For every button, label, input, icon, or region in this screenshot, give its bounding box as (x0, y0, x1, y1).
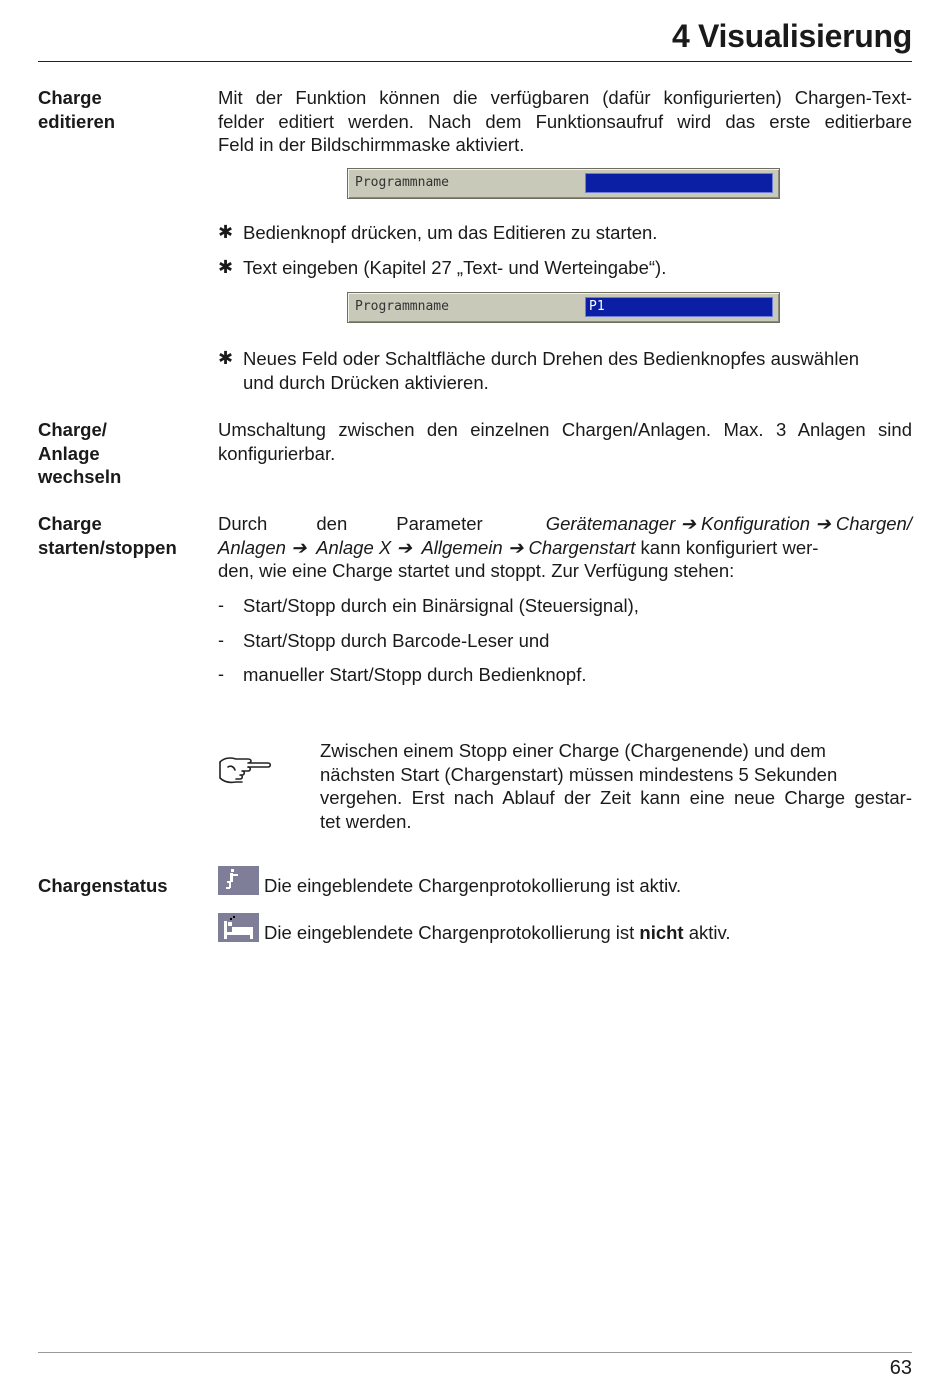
word: Parameter (396, 513, 483, 534)
bullet-star-icon: ✱ (218, 257, 234, 277)
screen-field-input: P1 (585, 297, 773, 317)
word: den (316, 513, 348, 534)
dash-text: Start/Stopp durch ein Binärsignal (Steuersignal), (243, 595, 639, 616)
paragraph-line: konfigurierbar. (218, 442, 336, 464)
edit-intro-paragraph (218, 86, 912, 157)
paragraph-line: den, wie eine Charge startet und stoppt. Zur Verfügung stehen: (218, 560, 735, 581)
dash-text: Start/Stopp durch Barcode-Leser und (243, 630, 550, 651)
paragraph-line (218, 512, 912, 536)
parameter-path: Anlagen ➔ Anlage X ➔ Allgemein ➔ Chargenstart (218, 536, 636, 558)
bullet-item (218, 347, 912, 394)
status-text: aktiv. (683, 922, 731, 943)
page-title: 4 Visualisierung (671, 18, 912, 54)
footer-rule (38, 1352, 912, 1353)
label-line: wechseln (38, 466, 122, 487)
label-line: Anlage (38, 442, 100, 464)
section-label-starten-stoppen (38, 512, 208, 559)
batch-inactive-icon (218, 913, 259, 942)
word: Durch (218, 513, 268, 534)
paragraph-line: felder editiert werden. Nach dem Funktionsaufruf wird das erste editierbare (218, 110, 912, 132)
paragraph-line (218, 536, 912, 560)
status-emphasis: nicht (639, 922, 684, 943)
dash-mark: - (218, 630, 224, 650)
paragraph-line: Umschaltung zwischen den einzelnen Chargen/Anlagen. Max. 3 Anlagen sind (218, 419, 912, 440)
note-line: vergehen. Erst nach Ablauf der Zeit kann eine neue Charge gestar- (320, 787, 912, 808)
label-line: editieren (38, 110, 116, 132)
bullet-line: und durch Drücken aktivieren. (243, 371, 489, 393)
screen-field-label: Programmname (355, 299, 449, 314)
bullet-star-icon: ✱ (218, 222, 234, 242)
screen-field-input (585, 173, 773, 193)
program-name-screen-empty (347, 168, 780, 199)
dash-item (218, 629, 912, 653)
program-name-screen-filled (347, 292, 780, 323)
batch-active-icon (218, 866, 259, 895)
label-line: Charge (38, 513, 102, 534)
dash-mark: - (218, 664, 224, 684)
section-label-charge-editieren (38, 86, 208, 133)
paragraph-line: Feld in der Bildschirmmaske aktiviert. (218, 134, 525, 155)
status-text: Die eingeblendete Chargenprotokollierung ist (264, 922, 640, 943)
bullet-star-icon: ✱ (218, 348, 234, 368)
note-paragraph (320, 739, 912, 833)
bullet-text: Bedienknopf drücken, um das Editieren zu starten. (243, 222, 658, 243)
bullet-line: Neues Feld oder Schaltfläche durch Drehen des Bedienknopfes auswählen (243, 348, 860, 369)
section-label-anlage-wechseln (38, 418, 208, 489)
label-line: Charge (38, 87, 102, 108)
dash-item (218, 663, 912, 687)
bullet-item (218, 256, 912, 280)
label-line: Charge/ (38, 419, 107, 440)
dash-mark: - (218, 595, 224, 615)
note-line: Zwischen einem Stopp einer Charge (Chargenende) und dem (320, 740, 826, 761)
header-rule (38, 61, 912, 62)
bullet-text (243, 347, 912, 394)
note-line: nächsten Start (Chargenstart) müssen mindestens 5 Sekunden (320, 763, 838, 785)
pointing-hand-icon (218, 754, 272, 786)
section-label-chargenstatus: Chargenstatus (38, 875, 168, 896)
dash-text: manueller Start/Stopp durch Bedienknopf. (243, 664, 587, 685)
paragraph-line: Mit der Funktion können die verfügbaren (dafür konfigurierten) Chargen-Text- (218, 87, 912, 108)
switch-paragraph (218, 418, 912, 465)
label-line: starten/stoppen (38, 536, 177, 558)
status-inactive-text (264, 921, 904, 945)
screen-field-label: Programmname (355, 175, 449, 190)
startstop-paragraph (218, 512, 912, 583)
page-number: 63 (889, 1357, 912, 1379)
status-active-text: Die eingeblendete Chargenprotokollierung ist aktiv. (264, 875, 682, 896)
bullet-text: Text eingeben (Kapitel 27 „Text- und Werteingabe“). (243, 257, 667, 278)
dash-item (218, 594, 912, 618)
bullet-item (218, 221, 912, 245)
note-line: tet werden. (320, 810, 412, 832)
parameter-path: Gerätemanager ➔ Konfiguration ➔ Chargen/ (545, 513, 912, 534)
paragraph-text: kann konfiguriert wer- (635, 536, 819, 558)
